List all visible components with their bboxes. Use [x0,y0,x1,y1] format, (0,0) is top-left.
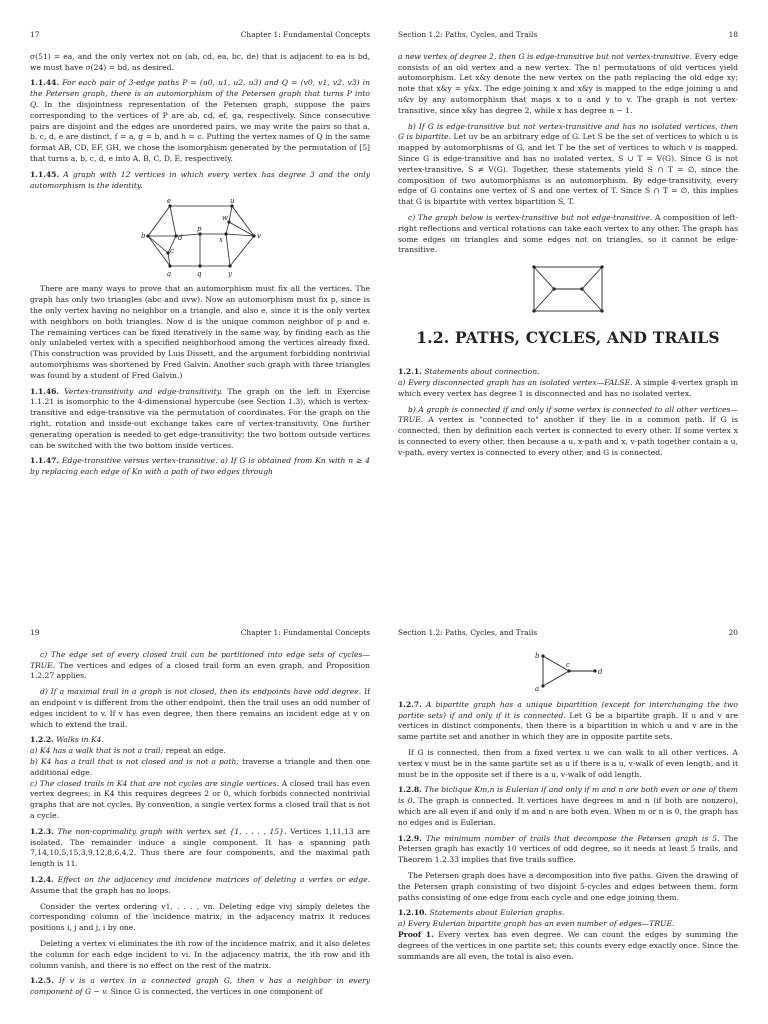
page-header [30,30,370,41]
paragraph: Consider the vertex ordering v1, . . . , vn. Deleting edge vivj simply deletes the corresponding column of the incidence matrix; in the adjacency matrix it reduces positions i, j and j, i by one. [30,901,370,933]
vertex-label: u [230,197,235,206]
paragraph: Deleting a vertex vi eliminates the ith row of the incidence matrix, and it also deletes the column for each edge incident to vi. In the adjacency matrix, the ith row and ith column vanish, and there is no effect on the rest of the matrix. [30,938,370,970]
vertex-label: b [535,651,540,660]
vertex-label: c [170,247,174,256]
paragraph: b) If G is edge-transitive but not vertex-transitive and has no isolated vertices, then G is bipartite. Let uv be an arbitrary edge of G. Let S be the set of vertices to which u is mapped by automorphisms of G, and let T be the set of vertices to which v is mapped. Since G is edge-transitive and has no isolated vertex, S ∪ T = V(G). Since G is not vertex-transitive, S ≠ V(G). Together, these statements yield S ∩ T = ∅, since the composition of two automorphisms is an automorphism. By edge-transitivity, every edge of G contains one vertex of S and one vertex of T. Since S ∩ T = ∅, this implies that G is bipartite with vertex bipartition S, T. [398,121,738,207]
exercise-1-2-10: 1.2.10. Statements about Eulerian graphs. a) Every Eulerian bipartite graph has an even number of edges—TRUE. Proof 1. Every vertex has even degree. We can count the edges by summing the degrees of the vertices in one partite set; this counts every edge exactly once. Since the summands are all even, the total is also even. [398,908,739,961]
running-title: Section 1.2: Paths, Cycles, and Trails [398,628,538,637]
section-heading: 1.2. PATHS, CYCLES, AND TRAILS [416,328,720,348]
exercise-1-2-1: 1.2.1. Statements about connection. a) Every disconnected graph has an isolated vertex—FALSE. A simple 4-vertex graph in which every vertex has degree 1 is disconnected and has no isolated vertex. [398,367,738,398]
vertex-label: q [197,270,202,279]
exercise-1-2-2: 1.2.2. Walks in K4. a) K4 has a walk that is not a trail; repeat an edge. b) K4 has a trail that is not closed and is not a path; traverse a triangle and then one additional edge. c) The closed trails in K4 that are not cycles are single vertices. A closed trail has even vertex degrees; in K4 this requires degrees 2 or 0, which forbids connected nontrivial graphs that are not cycles. By convention, a single vertex forms a closed trail that is not a cycle. [30,735,370,820]
exercise-1-1-45: 1.1.45. A graph with 12 vertices in which every vertex has degree 3 and the only automorphism is the identity. [30,169,370,190]
vertex-label: v [257,232,261,241]
vertex-label: x [219,236,223,245]
twelve-vertex-graph-figure [130,196,270,280]
running-title: Chapter 1: Fundamental Concepts [240,628,370,637]
page-19 [30,628,370,1003]
vertex-label: a [535,684,540,693]
exercise-1-2-8: 1.2.8. The biclique Km,n is Eulerian if and only if m and n are both even or one of them is 0. The graph is connected. It vertices have degrees m and n (if both are nonzero), which are all even if and only if m and n are both even. When m or n is 0, the graph has no edges and is Eulerian. [398,785,738,827]
paw-graph-figure [523,650,613,696]
running-title: Chapter 1: Fundamental Concepts [240,30,370,39]
page-number: 19 [30,628,40,637]
vertex-label: d [178,234,183,243]
paragraph: a new vertex of degree 2, then G is edge-transitive but not vertex-transitive. Every edge consists of an old vertex and a new vertex. The n! permutations of old vertices yield automorphism. Let x&y denote the new vertex on the path replacing the old edge xy; note that x&y = y&x. The edge joining x and x&y is mapped to the edge joining u and u&v by any automorphism that maps x to u and y to v. The graph is not vertex-transitive, since x&y has degree 2, while x has degree n − 1. [398,51,738,115]
page-header [398,628,738,639]
exercise-1-1-46: 1.1.46. Vertex-transitivity and edge-transitivity. The graph on the left in Exercise 1.1.21 is isomorphic to the 4-dimensional hypercube (see Section 1.3), which is vertex-transitive and edge-transitive via the permutation of coordinates. For the graph on the right, rotation and inside-out exchange takes care of vertex-transitivity. One further generating operation is needed to get edge-transitivity; the two bottom outside vertices can be switched with the two bottom inside vertices. [30,386,370,450]
page-header [398,30,738,41]
paragraph: The Petersen graph does have a decomposition into five paths. Given the drawing of the Petersen graph consisting of two disjoint 5-cycles and edges between them, form paths consisting of one edge from each cycle and one edge joining them. [398,870,738,902]
exercise-1-1-47: 1.1.47. Edge-transitive versus vertex-transitive. a) If G is obtained from Kn with n ≥ 4 by replacing each edge of Kn with a path of two edges through [30,456,370,477]
running-title: Section 1.2: Paths, Cycles, and Trails [398,30,538,39]
exercise-1-2-4: 1.2.4. Effect on the adjacency and incidence matrices of deleting a vertex or edge. Assume that the graph has no loops. [30,874,370,895]
paragraph: d) If a maximal trail in a graph is not closed, then its endpoints have odd degree. If an endpoint v is different from the other endpoint, then the trail uses an odd number of edges incident to v. If v has even degree, then there remains an incident edge at v on which to extend the trail. [30,687,370,729]
paragraph: c) The graph below is vertex-transitive but not edge-transitive. A composition of left-right reflections and vertical rotations can take each vertex to any other. The graph has some edges on triangles and some edges not on triangles, so it cannot be edge-transitive. [398,212,738,255]
vertex-label: b [141,232,146,241]
vertex-label: y [228,270,232,279]
paragraph: If G is connected, then from a fixed vertex u we can walk to all other vertices. A vertex v must be in the same partite set as u if there is a u, v-walk of even length, and it must be in the opposite set if there is a u, v-walk of odd length. [398,747,738,779]
exercise-1-1-44: 1.1.44. For each pair of 3-edge paths P = (u0, u1, u2, u3) and Q = (v0, v1, v2, v3) in the Petersen graph, there is an automorphism of the Petersen graph that turns P into Q. In the disjointness representation of the Petersen graph, suppose the pairs corresponding to the vertices of P are ab, cd, ef, ga, respectively. Since consecutive pairs are disjoint and the edges are unordered pairs, we may write the pairs so that a, b, c, d, e are distinct, f = a, g = b, and h = c. Putting the vertex names of Q in the same format AB, CD, EF, GH, we chose the isomorphism generated by the permutation of [5] that turns a, b, c, d, e into A, B, C, D, E, respectively. [30,78,370,163]
page-20 [398,628,738,967]
exercise-1-2-5: 1.2.5. If v is a vertex in a connected graph G, then v has a neighbor in every component of G − v. Since G is connected, the vertices in one component of [30,976,370,997]
paragraph: There are many ways to prove that an automorphism must fix all the vertices. The graph has only two triangles (abc and uvw). Now an automorphism must fix p, since is the only vertex having no neighbor on a triangle, and also e, since it is the only vertex with neighbors on both triangles. Now d is the unique common neighbor of p and e. The remaining vertices can be fixed iteratively in the same way, by finding each as the only unlabeled vertex with a specified neighborhood among the vertices already fixed. (This construction was provided by Luis Dissett, and the argument forbidding nontrivial automorphisms was shortened by Fred Galvin. Another such graph with three triangles was found by a student of Fred Galvin.) [30,284,370,380]
page-number: 17 [30,30,40,39]
paragraph: σ(51) = ea, and the only vertex not on (ab, cd, ea, bc, de) that is adjacent to ea is bd, we must have σ(24) = bd, as desired. [30,51,370,72]
page-17 [30,30,370,483]
page-header [30,628,370,639]
vertex-transitive-graph-figure [528,261,608,317]
page-number: 18 [728,30,738,39]
vertex-label: a [167,270,172,279]
exercise-1-2-7: 1.2.7. A bipartite graph has a unique bipartition (except for interchanging the two partite sets) if and only if it is connected. Let G be a bipartite graph. If u and v are vertices in distinct components, then there is a bipartition in which u and v are in the same partite set and another in which they are in opposite partite sets. [398,699,739,742]
exercise-1-2-9: 1.2.9. The minimum number of trails that decompose the Petersen graph is 5. The Petersen graph has exactly 10 vertices of odd degree, so it needs at least 5 trails, and Theorem 1.2.33 implies that five trails suffice. [398,833,738,865]
page-number: 20 [728,628,738,637]
vertex-label: d [598,667,603,676]
vertex-label: c [566,660,570,669]
paragraph: c) The edge set of every closed trail can be partitioned into edge sets of cycles—TRUE. The vertices and edges of a closed trail form an even graph, and Proposition 1.2.27 applies. [30,649,371,681]
paragraph: b) A graph is connected if and only if some vertex is connected to all other vertices—TRUE. A vertex is "connected to" another if they lie in a common path. If G is connected, then by definition each vertex is connected to every other. If some vertex x is connected to every other, then because a u, x-path and x, v-path together contain a u, v-path, every vertex is connected to every other, and G is connected. [398,404,739,457]
page-18 [398,30,738,464]
vertex-label: p [197,225,202,234]
vertex-label: e [167,197,172,206]
exercise-1-2-3: 1.2.3. The non-coprimality graph with vertex set {1, . . . , 15}. Vertices 1,11,13 are isolated. The remainder induce a single component. It has a spanning path 7,14,10,5,15,3,9,12,8,6,4,2. Thus there are four components, and the maximal path length is 11. [30,826,371,869]
vertex-label: w [222,214,228,223]
